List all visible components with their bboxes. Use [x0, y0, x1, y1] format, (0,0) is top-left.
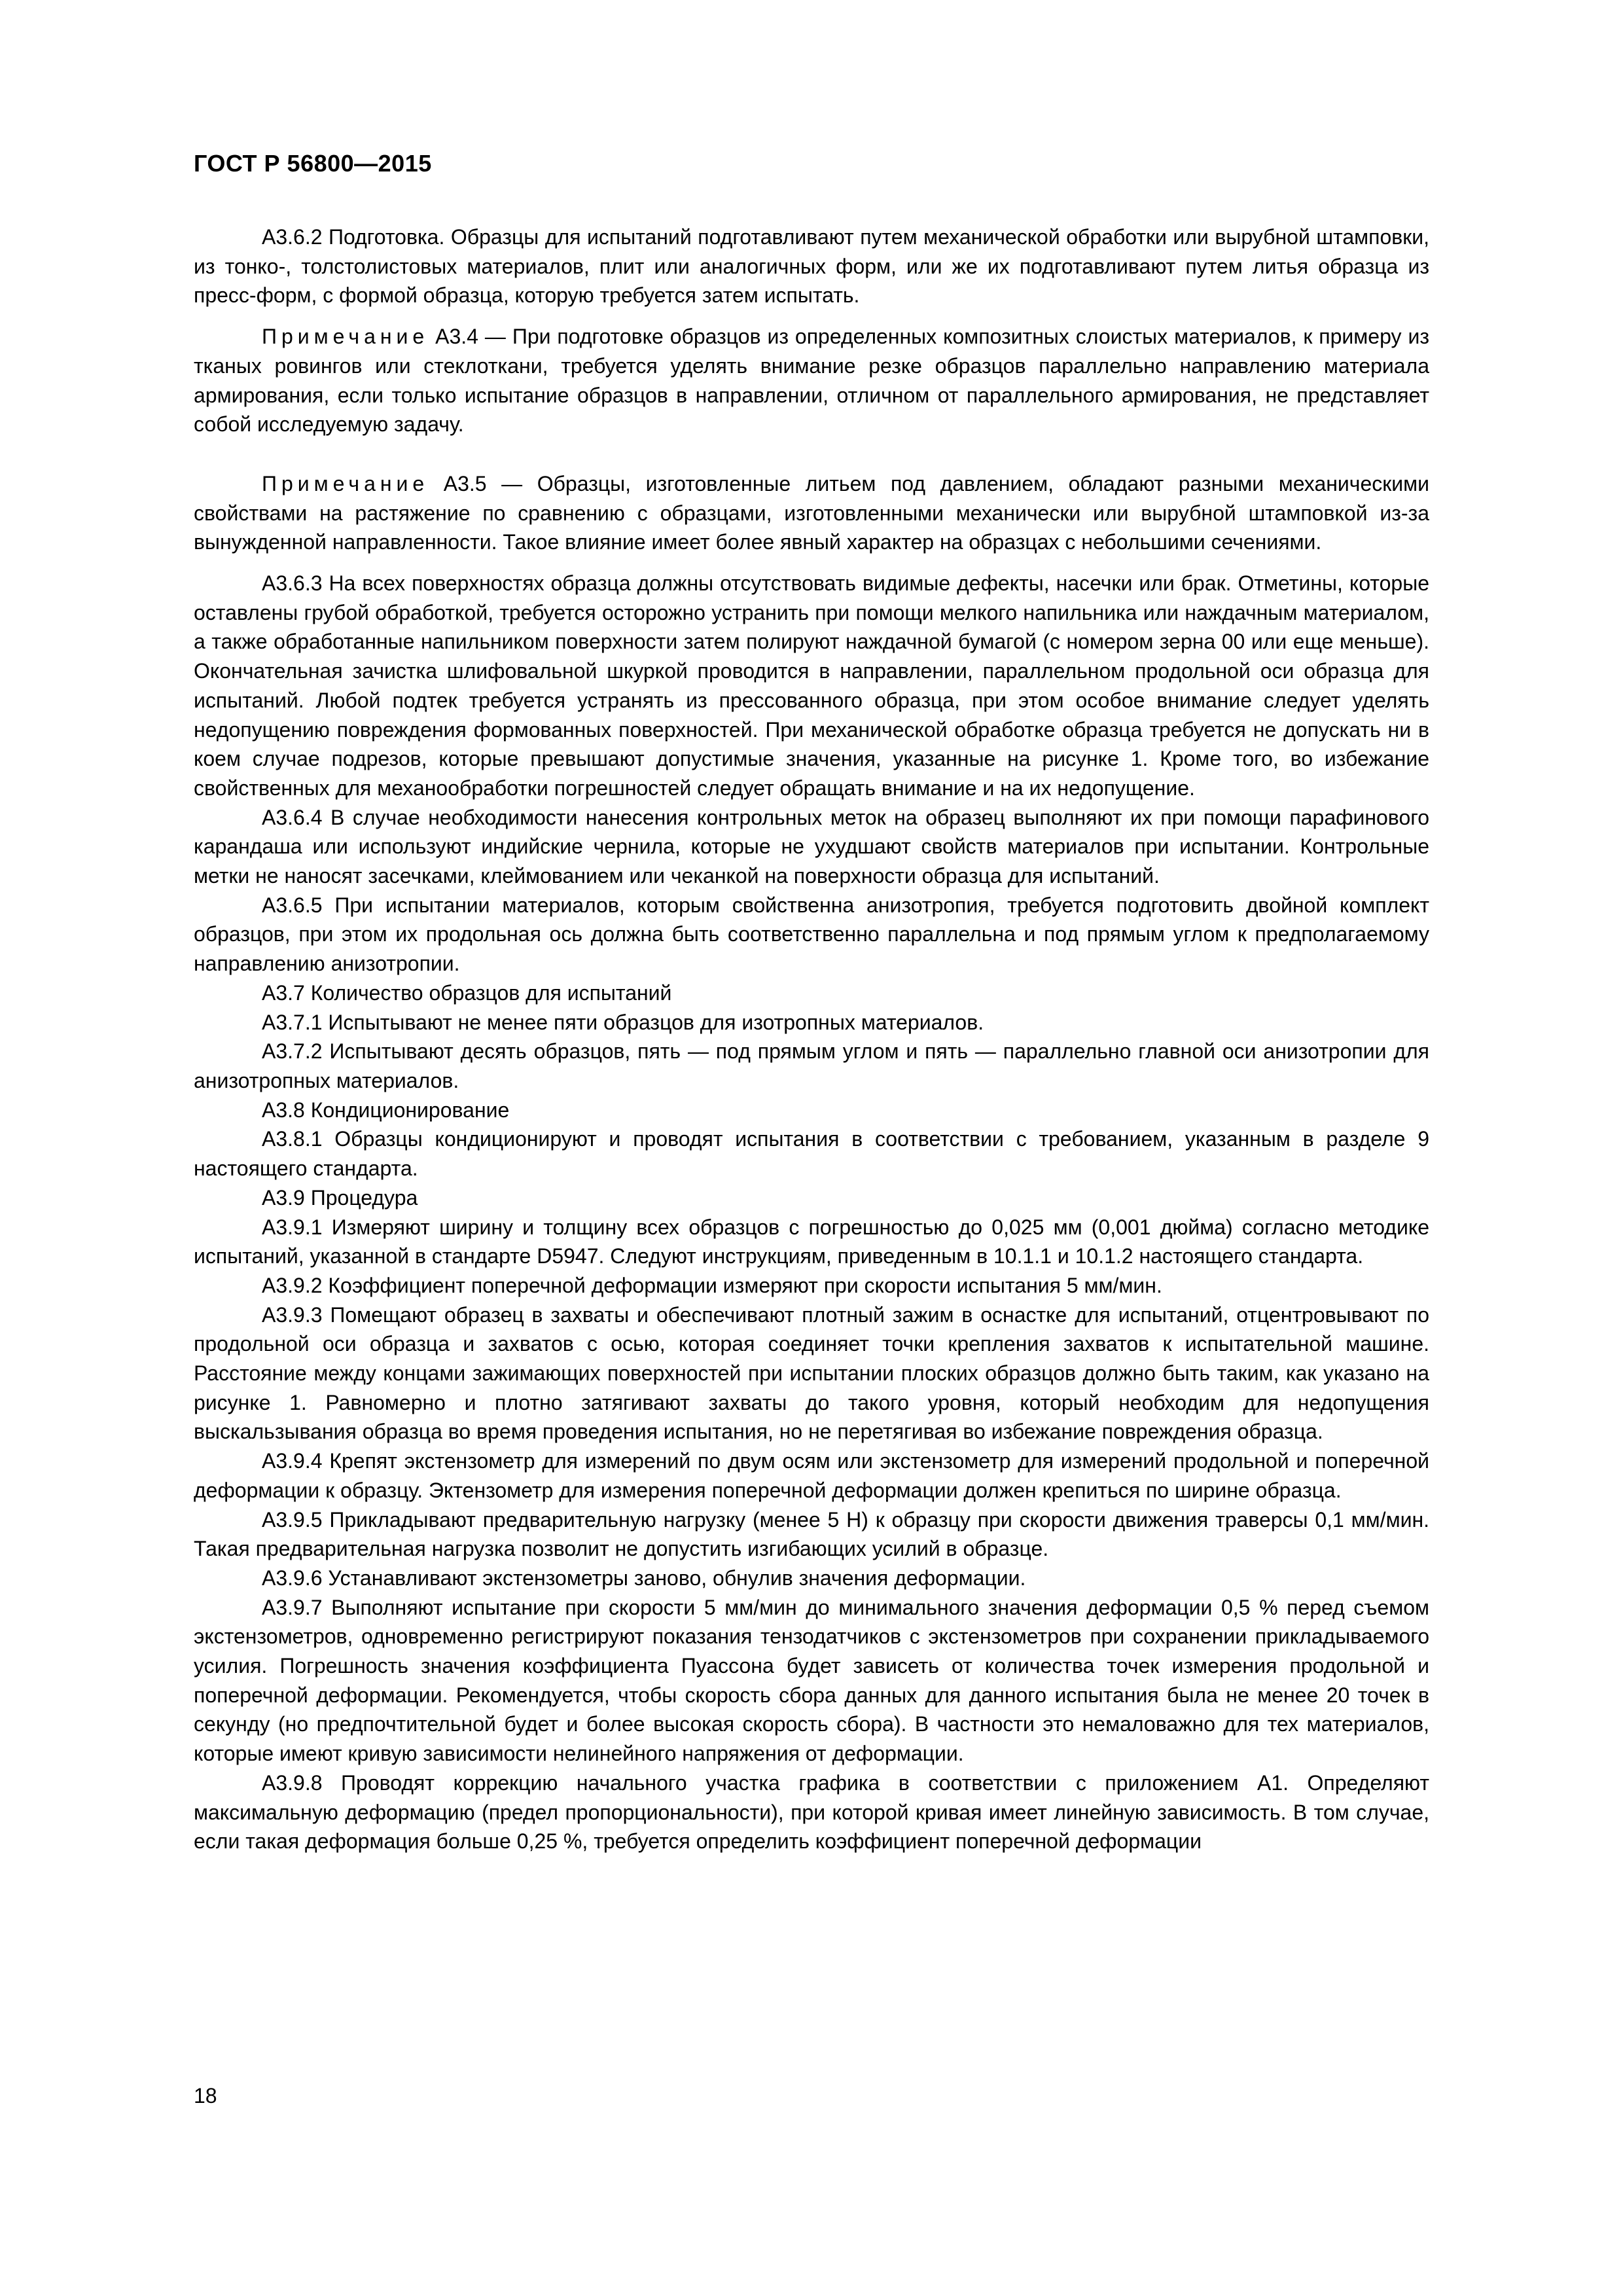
paragraph-a3-6-2: А3.6.2 Подготовка. Образцы для испытаний подготавливают путем механической обработки или вырубной штамповки, из тонко-, толстолистовых материалов, плит или аналогичных форм, или же их подготавливают путем литья образца из пресс-форм, с формой образца, которую требуется затем испытать.	[194, 225, 1429, 308]
heading-a3-8: А3.8 Кондиционирование	[262, 1098, 510, 1122]
paragraph-a3-6-5: А3.6.5 При испытании материалов, которым свойственна анизотропия, требуется подготовить двойной комплект образцов, при этом их продольная ось должна быть соответственно параллельна и под прямым углом к предполагаемому направлению анизотропии.	[194, 893, 1429, 976]
note-label: Примечание	[262, 471, 429, 495]
paragraph-a3-9-2: А3.9.2 Коэффициент поперечной деформации измеряют при скорости испытания 5 мм/мин.	[262, 1273, 1162, 1297]
document-header-title: ГОСТ Р 56800—2015	[194, 150, 432, 177]
note-a3-4: Примечание А3.4 — При подготовке образцов из определенных композитных слоистых материалов, к примеру из тканых ровингов или стеклоткани, требуется уделять внимание резке образцов параллельно направлению материала армирования, если только испытание образцов в направлении, отличном от параллельного армирования, не представляет собой исследуемую задачу.	[194, 325, 1429, 437]
heading-a3-7: А3.7 Количество образцов для испытаний	[262, 980, 672, 1005]
paragraph-a3-9-7: А3.9.7 Выполняют испытание при скорости 5 мм/мин до минимального значения деформации 0,5 % перед съемом экстензометров, одновременно регистрируют показания тензодатчиков с экстензометров при сохранении прикладываемого усилия. Погрешность значения коэффициента Пуассона будет зависеть от количества точек измерения продольной и поперечной деформации. Рекомендуется, чтобы скорость сбора данных для данного испытания была не менее 20 точек в секунду (но предпочтительной будет и более высокая скорость сбора). В частности это немаловажно для тех материалов, которые имеют кривую зависимости нелинейного напряжения от деформации.	[194, 1595, 1429, 1766]
paragraph-a3-9-4: А3.9.4 Крепят экстензометр для измерений по двум осям или экстензометр для измерений продольной и поперечной деформации к образцу. Эктензометр для измерения поперечной деформации должен крепиться по ширине образца.	[194, 1449, 1429, 1502]
paragraph-a3-7-1: А3.7.1 Испытывают не менее пяти образцов для изотропных материалов.	[262, 1010, 984, 1034]
paragraph-a3-9-8: А3.9.8 Проводят коррекцию начального участка графика в соответствии с приложением А1. Определяют максимальную деформацию (предел пропорциональности), при которой кривая имеет линейную зависимость. В том случае, если такая деформация больше 0,25 %, требуется определить коэффициент поперечной деформации	[194, 1770, 1429, 1854]
paragraph-a3-9-5: А3.9.5 Прикладывают предварительную нагрузку (менее 5 Н) к образцу при скорости движения траверсы 0,1 мм/мин. Такая предварительная нагрузка позволит не допустить изгибающих усилий в образце.	[194, 1507, 1429, 1561]
page-number: 18	[194, 2084, 217, 2108]
paragraph-a3-9-3: А3.9.3 Помещают образец в захваты и обеспечивают плотный зажим в оснастке для испытаний, отцентровывают по продольной оси образца и захватов с осью, которая соединяет точки крепления захватов к испытательной машине. Расстояние между концами зажимающих поверхностей при испытании плоских образцов должно быть таким, как указано на рисунке 1. Равномерно и плотно затягивают захваты до такого уровня, который необходим для недопущения выскальзывания образца во время проведения испытания, но не перетягивая во избежание повреждения образца.	[194, 1302, 1429, 1444]
heading-a3-9: А3.9 Процедура	[262, 1185, 418, 1210]
paragraph-a3-6-4: А3.6.4 В случае необходимости нанесения контрольных меток на образец выполняют их при помощи парафинового карандаша или используют индийские чернила, которые не ухудшают свойств материалов при испытании. Контрольные метки не наносят засечками, клеймованием или чеканкой на поверхности образца для испытаний.	[194, 805, 1429, 888]
note-a3-5: Примечание А3.5 — Образцы, изготовленные литьем под давлением, обладают разными механическими свойствами на растяжение по сравнению с образцами, изготовленными механически или вырубной штамповкой из-за вынужденной направленности. Такое влияние имеет более явный характер на образцах с небольшими сечениями.	[194, 471, 1429, 554]
paragraph-a3-8-1: А3.8.1 Образцы кондиционируют и проводят испытания в соответствии с требованием, указанным в разделе 9 настоящего стандарта.	[194, 1127, 1429, 1181]
paragraph-a3-9-1: А3.9.1 Измеряют ширину и толщину всех образцов с погрешностью до 0,025 мм (0,001 дюйма) согласно методике испытаний, указанной в стандарте D5947. Следуют инструкциям, приведенным в 10.1.1 и 10.1.2 настоящего стандарта.	[194, 1215, 1429, 1268]
note-label: Примечание	[262, 325, 429, 349]
body-text	[194, 223, 1429, 1856]
paragraph-a3-6-3: А3.6.3 На всех поверхностях образца должны отсутствовать видимые дефекты, насечки или брак. Отметины, которые оставлены грубой обработкой, требуется осторожно устранить при помощи мелкого напильника или наждачным материалом, а также обработанные напильником поверхности затем полируют наждачной бумагой (с номером зерна 00 или еще меньше). Окончательная зачистка шлифовальной шкуркой проводится в направлении, параллельном продольной оси образца для испытаний. Любой подтек требуется устранять из прессованного образца, при этом особое внимание следует уделять недопущению повреждения формованных поверхностей. При механической обработке образца требуется не допускать ни в коем случае подрезов, которые превышают допустимые значения, указанные на рисунке 1. Кроме того, во избежание свойственных для механообработки погрешностей следует обращать внимание и на их недопущение.	[194, 571, 1429, 800]
paragraph-a3-9-6: А3.9.6 Устанавливают экстензометры заново, обнулив значения деформации.	[262, 1566, 1026, 1590]
paragraph-a3-7-2: А3.7.2 Испытывают десять образцов, пять — под прямым углом и пять — параллельно главной оси анизотропии для анизотропных материалов.	[194, 1039, 1429, 1092]
